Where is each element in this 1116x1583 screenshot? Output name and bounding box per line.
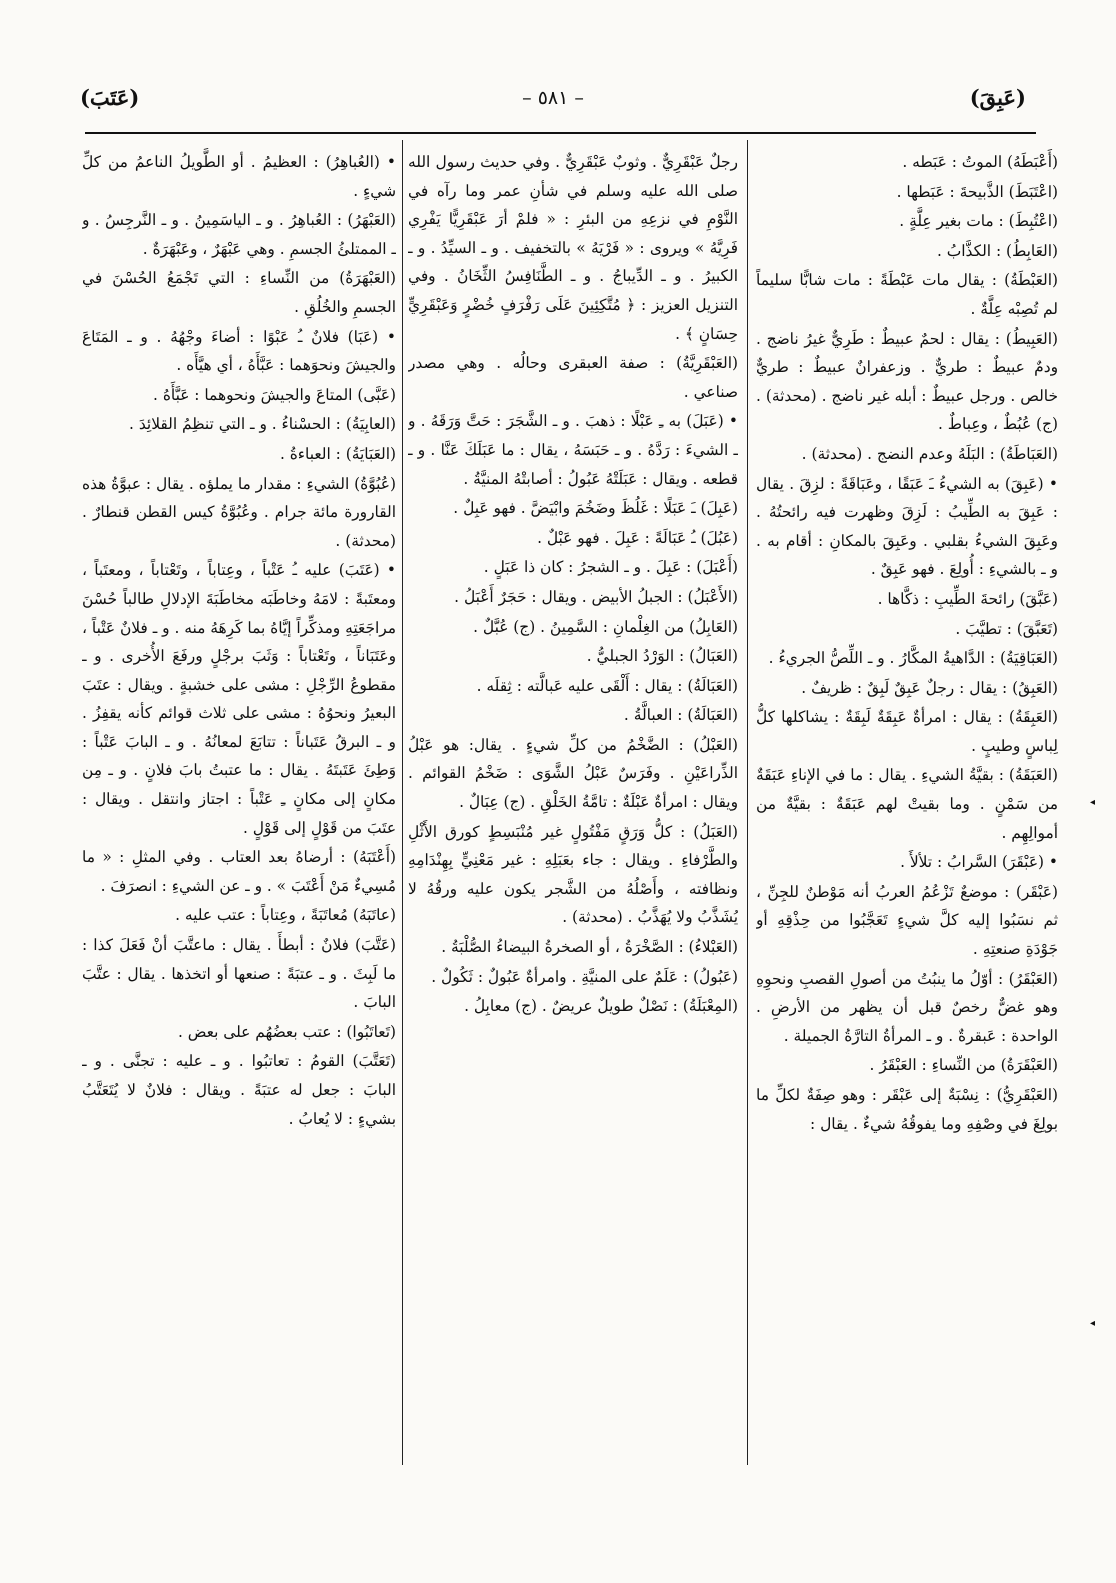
dictionary-entry: (عَبْقَر) : موضعٌ تَزْعُمُ العربُ أنه مَوْطنٌ للجِنِّ ، ثم نسَبُوا إليه كلَّ شيءٍ تَعَجَّبُوا من حِذْقِهِ أو جَوْدَةِ صنعتِهِ . <box>756 882 1058 959</box>
dictionary-entry: (العَبَاطَةُ) : البَلَهُ وعدم النضج . (محدثة) . <box>801 444 1058 463</box>
dictionary-entry: (تَعَبَّقَ) : تطيَّبَ . <box>955 619 1058 638</box>
dictionary-entry: (المِعْبَلَةُ) : نَصْلٌ طويلٌ عريضٌ . (ج) معابِلُ . <box>464 997 738 1016</box>
dictionary-entry: (تَعَتَّبَ) القومُ : تعاتبُوا . و ـ عليه : تجنَّى . و ـ البابَ : جعل له عتبَةً . ويقال : فلانٌ لا يُتَعَتَّبُ بشيءٍ : لا يُعابُ . <box>82 1052 396 1128</box>
page-number: – ٥٨١ – <box>522 87 584 109</box>
dictionary-entry: (العَبَقَةُ) : بقيَّةُ الشيءِ . يقال : ما في الإناءِ عَبَقَةٌ من سَمْنٍ . وما بقيتْ لهم عَبَقَةٌ : بقيَّةٌ من أموالِهِم . <box>756 766 1058 842</box>
dictionary-entry: (اعْتُبِطَ) : مات بغير عِلَّةٍ . <box>899 212 1058 231</box>
margin-mark: ◂ <box>1090 797 1096 808</box>
dictionary-entry: (العَبَاقِيَةُ) : الدَّاهيةُ المكَّارُ . و ـ اللِّصُّ الجريءُ . <box>768 649 1058 668</box>
column-divider-right <box>747 140 748 1465</box>
dictionary-entry: رجلٌ عَبْقَرِيٌّ . وثوبٌ عَبْقَرِيٌّ . وفي حديث رسول الله صلى الله عليه وسلم في شأنِ عمر وما رآه في النَّوْمِ في نزعِهِ من البئرِ : « فلمْ أرَ عَبْقَرِيًّا يَفْرِي فَرِيَّهُ » ويروى : « فَرْيَهُ » بالتخفيف . و ـ السيِّدُ . و ـ الكبيرُ . و ـ الدِّيباجُ . و ـ الطَّنَافِسُ الثِّخَانُ . وفي التنزيل العزيز : ﴿ مُتَّكِئِينَ عَلَى رَفْرَفٍ خُضْرٍ وَعَبْقَرِيٍّ حِسَانٍ ﴾ . <box>408 153 738 343</box>
dictionary-entry: (تَعاتَبُوا) : عتب بعضُهُم على بعض . <box>178 1022 396 1041</box>
dictionary-entry: (العَبْطَةُ) : يقال مات عَبْطَةً : مات شابًّا سليماً لم تُصِبْه عِلَّةٌ . <box>756 271 1058 318</box>
dictionary-entry: • (عَبَا) فلانٌ ـُ عَبْوًا : أضاءَ وجْهُهُ . و ـ المَتَاعَ والجيشَ ونحوَهما : عَبَّأَهُ ، أي هيَّأَه . <box>82 327 396 375</box>
dictionary-entry: (العابِيَةُ) : الحسْناءُ . و ـ التي تنظِمُ القلائِدَ . <box>129 415 396 434</box>
header-rule <box>85 132 1036 134</box>
dictionary-entry: • (عَبَلَ) به ـِ عَبْلًا : ذهبَ . و ـ الشَّجَرَ : حَتَّ وَرَقَهُ . و ـ الشيءَ : رَدَّهُ . و ـ حَبَسَهُ ، يقال : ما عَبَلَكَ عَنَّا . و ـ قطعه . ويقال : عَبَلَتْهُ عَبُولُ : أصابتْهُ المنيَّةُ . <box>408 412 738 488</box>
dictionary-entry: • (عَتَبَ) عليه ـُ عَتْباً ، وعِتاباً ، وتَعْتاباً ، ومعتَباً ، ومعتَبةً : لامَهُ وخاطَبَه مخاطَبَةَ الإدلالِ طالباً حُسْنَ مراجَعَتِهِ ومذكِّراً إيَّاهُ بما كَرِهَهُ منه . و ـ فلانٌ عَتْباً ، وعَتَبَاناً ، وتَعْتاباً : وَثَبَ برجْلٍ ورفَعَ الأُخرى . و ـ مقطوعُ الرِّجْلِ : مشى على خشبةٍ . ويقال : عتَبَ البعيرُ ونحوُهُ : مشى على ثلاث قوائم كأنه يقفِزُ . و ـ البرقُ عَتَباناً : تتابَعَ لمعانُهُ . و ـ البابَ عَتْباً : وَطِئَ عَتَبتَهُ . يقال : ما عتبتُ بابَ فلانٍ . و ـ مِن مكانٍ إلى مكانٍ ـِ عَتْباً : اجتاز وانتقل . ويقال : عتَبَ من قَوْلٍ إلى قَوْلٍ . <box>82 561 396 837</box>
dictionary-entry: (اعْتَبَطَ) الذَّبيحةَ : عَبَطها . <box>896 182 1058 201</box>
dictionary-entry: • (عَبْقَرَ) السَّرابُ : تلألأَ . <box>900 853 1058 872</box>
margin-mark: ◂ <box>1090 1318 1096 1329</box>
dictionary-entry: (عَبِلَ) ـَ عَبَلًا : غَلُظَ وضَخُمَ وابْيَضَّ . فهو عَبِلٌ . <box>453 499 738 518</box>
dictionary-entry: (العَبَالَةُ) : يقال : أَلْقَى عليه عَبالَّته : ثِقلَه . <box>476 676 738 695</box>
dictionary-entry: • (عَبِقَ) به الشيءُ ـَ عَبَقًا ، وعَبَاقَةً : لزِقَ . يقال : عَبِقَ به الطِّيبُ : لَزِقَ وظهرت فيه رائحتُهُ . وعَبِقَ الشيءُ بقلبي . وعَبِقَ بالمكانِ : أقام به . و ـ بالشيءِ : أُولِعَ . فهو عَبِقٌ . <box>756 474 1058 579</box>
column-middle <box>408 148 738 1468</box>
dictionary-entry: (العَبْلُ) : الضَّخْمُ من كلِّ شيءٍ . يقال: هو عَبْلُ الذِّراعَيْنِ . وفَرَسٌ عَبْلُ الشَّوَى : ضَخْمُ القوائم . ويقال : امرأةٌ عَبْلَةٌ : تامَّةُ الخَلْقِ . (ج) عِبَالٌ . <box>408 735 738 812</box>
dictionary-entry: (العَبْهَرُ) : العُباهِرُ . و ـ الياسَمِينُ . و ـ النَّرجِسُ . و ـ الممتلئُ الجسمِ . وهي عَبْهَرٌ ، وعَبْهَرَةٌ . <box>82 211 396 258</box>
dictionary-entry: (أَعْتَبَهُ) : أرضاهُ بعد العتاب . وفي المثلِ : « ما مُسِيءٌ مَنْ أَعْتَبَ » . و ـ عن الشيءِ : انصرَفَ . <box>82 848 396 895</box>
dictionary-entry: (العَبَالُ) : الوَرْدُ الجبليُّ . <box>586 647 738 666</box>
dictionary-entry: (العَبْهَرَةُ) من النِّساءِ : التي تَجْمَعُ الحُسْنَ في الجسمِ والخُلُقِ . <box>82 269 396 316</box>
right-headword: (عَبِقَ) <box>969 85 1026 110</box>
dictionary-entry: (أَعْبَلَ) : عَبِلَ . و ـ الشجرُ : كان ذا عَبَلٍ . <box>483 558 738 577</box>
dictionary-entry: (العَبَلُ) : كلُّ وَرَقٍ مَفْتُولٍ غير مُنْبَسِطٍ كورق الأَثْلِ والطَّرْفاءِ . ويقال : جاء بعَبَلِهِ : غير مَعْنِيٍّ بِهِنْدَامِهِ ونظافته ، وأَصْلُهُ من الشَّجر يكون عليه ورقُهُ لا يُشَذَّبُ ولا يُهَذَّبُ . (محدثة) . <box>408 822 738 927</box>
dictionary-entry: (أَعْبَطَهُ) الموتُ : عَبَطه . <box>902 153 1058 171</box>
dictionary-entry: (عَبُلَ) ـُ عَبَالَةً : عَبِلَ . فهو عَبْلٌ . <box>537 528 738 547</box>
column-right <box>756 148 1058 1468</box>
dictionary-entry: (العَبِقَةُ) : يقال : امرأةٌ عَبِقَةٌ لَبِقَةٌ : يشاكلها كلُّ لِباسٍ وطيبٍ . <box>756 708 1058 755</box>
dictionary-entry: (عَبَّى) المتاعَ والجيشَ ونحوهما : عَبَّأَهُ . <box>153 385 396 404</box>
dictionary-entry: (العَابِطُ) : الكذَّابُ . <box>936 241 1058 260</box>
dictionary-entry: (عَتَّبَ) فلانٌ : أبطأَ . يقال : ماعتَّبَ أنْ فَعَلَ كذا : ما لَبِثَ . و ـ عتبَةً : صنعها أو اتخذها . يقال : عتَّبَ البابَ . <box>82 936 396 1012</box>
column-left <box>82 148 396 1468</box>
dictionary-entry: (العَبْقَرِيَّةُ) : صفة العبقرى وحالُه . وهي مصدر صناعي . <box>408 354 738 401</box>
column-divider-left <box>402 140 403 1465</box>
dictionary-entry: (العَبْقَرُ) : أوّلُ ما ينبُتُ من أصولِ القصبِ ونحوِهِ وهو غضٌّ رخصٌ قبل أن يظهر من الأرضِ . الواحدة : عَبقرةٌ . و ـ المرأةُ التارَّةُ الجميلة . <box>756 969 1058 1045</box>
dictionary-entry: (الأَعْبَلُ) : الجبلُ الأبيض . ويقال : حَجَرٌ أَعْبَلُ . <box>454 587 738 606</box>
dictionary-entry: (العَبِقُ) : يقال : رجلٌ عَبِقٌ لَبِقٌ : ظريفٌ . <box>801 678 1058 697</box>
left-headword: (عَتَبَ) <box>80 85 140 110</box>
dictionary-entry: (العَبِيطُ) : يقال : لحمٌ عبيطٌ : طَرِيٌّ غيرُ ناضج . ودمٌ عبيطٌ : طريٌّ . وزعفرانٌ عبيطٌ : طريٌّ خالص . ورجل عبيطٌ : أبله غير ناضج . (محدثة) . (ج) عُبُطٌ ، وعِباطٌ . <box>756 329 1058 434</box>
dictionary-entry: (العَابِلُ) من الغِلْمانِ : السَّمِينُ . (ج) عُبَّلٌ . <box>473 617 738 636</box>
dictionary-entry: (عَبُولُ) : عَلَمٌ على المنيَّةِ . وامرأةٌ عَبُولٌ : ثَكُولٌ . <box>431 967 738 986</box>
dictionary-entry: (العَبْقَرِيُّ) : نِسْبَةٌ إلى عَبْقَر : وهو صِفَةٌ لكلِّ ما بولِغَ في وصْفِهِ وما يفوقُهُ شيءٌ . يقال : <box>756 1086 1058 1133</box>
dictionary-entry: (عَبَّقَ) رائحةَ الطِّيبِ : ذكَّاها . <box>877 589 1058 608</box>
dictionary-entry: (عاتَبَهُ) مُعاتَبَةً ، وعِتاباً : عتب عليه . <box>175 906 396 925</box>
dictionary-entry: (العَبْقَرَةُ) من النِّساءِ : العَبْقَرُ . <box>869 1056 1058 1075</box>
dictionary-entry: (العَبَايَةُ) : العباءةُ . <box>279 444 396 463</box>
dictionary-entry: (عُبُوَّةُ) الشيءِ : مقدار ما يملؤه . يقال : عبوَّةُ هذه القارورة مائة جرام . وعُبُوَّةُ كيس القطن قنطارٌ . (محدثة) . <box>82 474 396 550</box>
dictionary-entry: (العَبَالَةُ) : العبالَّةُ . <box>623 706 738 725</box>
dictionary-entry: • (العُباهِرُ) : العظيمُ . أو الطَّويلُ الناعمُ من كلِّ شيءٍ . <box>82 153 396 200</box>
page-header <box>80 85 1026 125</box>
dictionary-entry: (العَبْلاءُ) : الصَّخْرَةُ ، أو الصخرةُ البيضاءُ الصُّلْبَةُ . <box>441 938 738 957</box>
